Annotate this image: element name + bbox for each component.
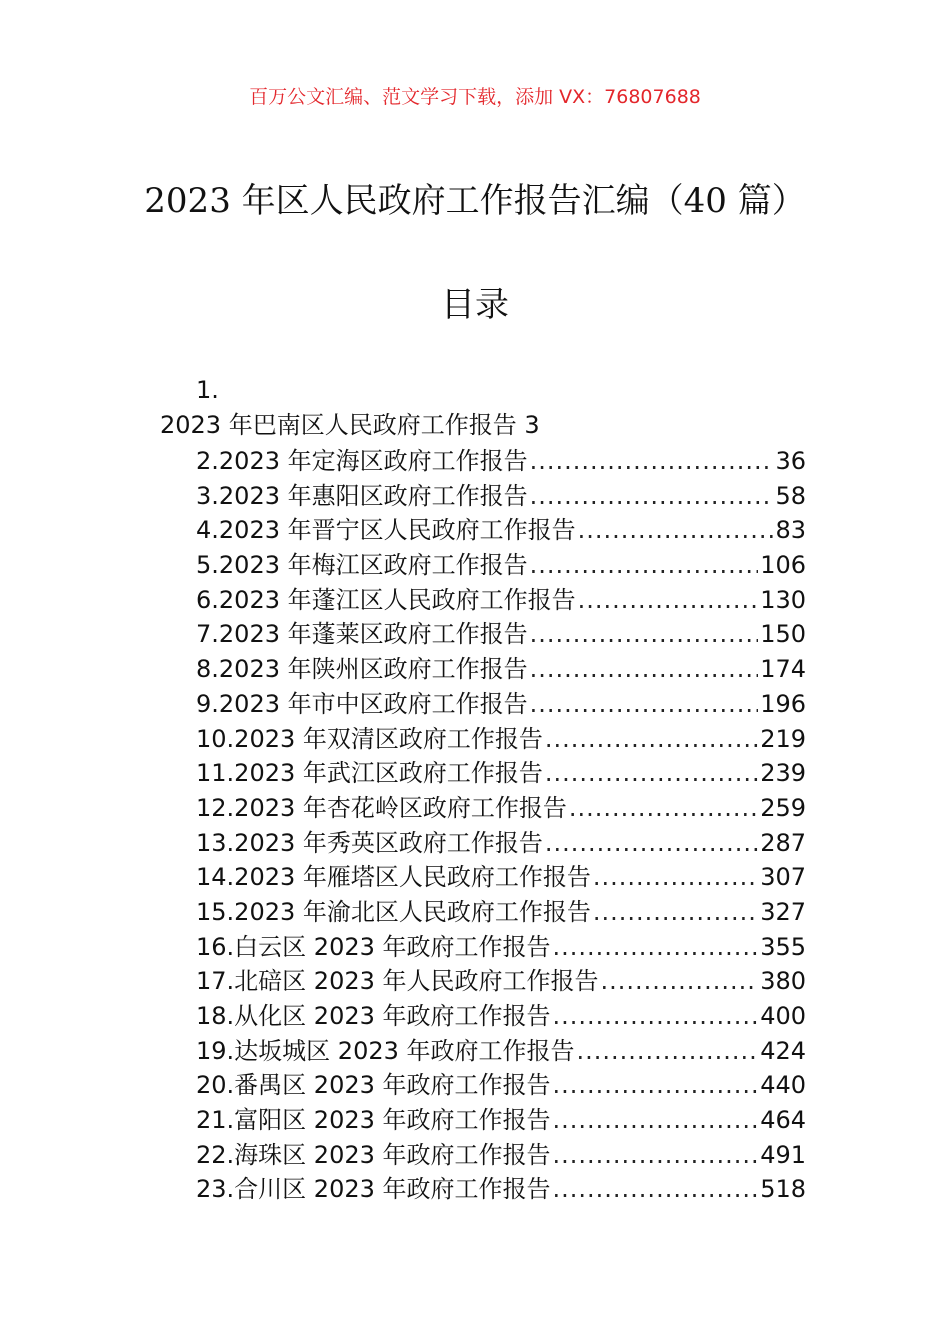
toc-entry[interactable] [196, 861, 806, 896]
header-promo-note: 百万公文汇编、范文学习下载，添加 VX：76807688 [249, 86, 701, 108]
toc-entry-page-number: 287 [760, 828, 806, 857]
toc-dot-leader [530, 480, 774, 512]
toc-entry-title: 20.番禺区 2023 年政府工作报告 [196, 1071, 551, 1100]
toc-dot-leader [593, 896, 758, 928]
toc-entry-title: 18.从化区 2023 年政府工作报告 [196, 1002, 551, 1030]
toc-entry-title: 15.2023 年渝北区人民政府工作报告 [196, 897, 591, 926]
toc-dot-leader [530, 688, 759, 720]
toc-dot-leader [553, 1069, 759, 1101]
toc-entry[interactable] [196, 896, 806, 931]
toc-dot-leader [553, 1139, 759, 1171]
toc-entry-page-number: 106 [760, 551, 806, 580]
toc-entry-page-number: 83 [775, 516, 806, 545]
toc-entry[interactable] [196, 653, 806, 688]
toc-entry-page-number: 259 [760, 793, 806, 822]
toc-entry-page-number: 380 [760, 967, 806, 996]
toc-entry-page-number: 36 [775, 447, 806, 475]
toc-entry[interactable] [196, 618, 806, 653]
toc-entry-title: 10.2023 年双清区政府工作报告 [196, 724, 543, 753]
toc-entry[interactable] [196, 549, 806, 584]
toc-dot-leader [578, 584, 759, 616]
toc-first-entry-number[interactable]: 1. [196, 376, 219, 404]
toc-entry[interactable] [196, 514, 806, 549]
toc-entry-page-number: 518 [760, 1175, 806, 1204]
toc-entry-title: 11.2023 年武江区政府工作报告 [196, 759, 543, 788]
toc-entry-title: 6.2023 年蓬江区人民政府工作报告 [196, 585, 576, 614]
toc-entry-title: 13.2023 年秀英区政府工作报告 [196, 828, 543, 857]
toc-dot-leader [601, 965, 759, 997]
toc-entry-title: 21.富阳区 2023 年政府工作报告 [196, 1106, 551, 1135]
toc-dot-leader [569, 792, 758, 824]
toc-entry-page-number: 327 [760, 897, 806, 926]
toc-entry-title: 8.2023 年陕州区政府工作报告 [196, 655, 528, 684]
toc-entry[interactable] [196, 688, 806, 723]
toc-entry[interactable] [196, 723, 806, 758]
toc-entry[interactable] [196, 1139, 806, 1174]
toc-entry-page-number: 355 [760, 932, 806, 961]
toc-entry[interactable] [196, 480, 806, 515]
toc-entry[interactable] [196, 445, 806, 480]
toc-entry-page-number: 464 [760, 1106, 806, 1135]
toc-dot-leader [577, 1035, 759, 1067]
toc-list [196, 445, 806, 1208]
toc-entry[interactable] [196, 965, 806, 1000]
toc-dot-leader [553, 1000, 759, 1032]
toc-entry[interactable] [196, 827, 806, 862]
toc-entry[interactable] [196, 1173, 806, 1208]
toc-dot-leader [553, 1104, 759, 1136]
toc-entry[interactable] [196, 1069, 806, 1104]
toc-entry-title: 9.2023 年市中区政府工作报告 [196, 689, 528, 718]
toc-entry-title: 17.北碚区 2023 年人民政府工作报告 [196, 967, 599, 996]
toc-entry-page-number: 424 [760, 1036, 806, 1065]
toc-dot-leader [553, 1173, 759, 1205]
toc-entry-page-number: 219 [760, 724, 806, 753]
toc-dot-leader [578, 514, 774, 546]
toc-entry-title: 14.2023 年雁塔区人民政府工作报告 [196, 863, 591, 892]
toc-dot-leader [530, 445, 774, 477]
document-title: 2023 年区人民政府工作报告汇编（40 篇） [144, 181, 806, 221]
toc-entry-title: 22.海珠区 2023 年政府工作报告 [196, 1140, 551, 1169]
toc-dot-leader [530, 549, 759, 581]
toc-dot-leader [545, 723, 758, 755]
toc-dot-leader [530, 653, 759, 685]
toc-entry-title: 3.2023 年惠阳区政府工作报告 [196, 481, 528, 510]
toc-entry-page-number: 400 [760, 1002, 806, 1030]
toc-dot-leader [545, 827, 758, 859]
toc-entry-page-number: 307 [760, 863, 806, 892]
toc-entry-title: 16.白云区 2023 年政府工作报告 [196, 932, 551, 961]
toc-entry-title: 7.2023 年蓬莱区政府工作报告 [196, 620, 528, 649]
toc-entry[interactable] [196, 1035, 806, 1070]
toc-entry-title: 5.2023 年梅江区政府工作报告 [196, 551, 528, 580]
toc-entry-title: 4.2023 年晋宁区人民政府工作报告 [196, 516, 576, 545]
toc-entry-title: 12.2023 年杏花岭区政府工作报告 [196, 793, 567, 822]
toc-entry-title: 2.2023 年定海区政府工作报告 [196, 447, 528, 475]
toc-dot-leader [593, 861, 758, 893]
toc-entry[interactable] [196, 931, 806, 966]
toc-entry-page-number: 239 [760, 759, 806, 788]
toc-entry-title: 19.达坂城区 2023 年政府工作报告 [196, 1036, 575, 1065]
toc-entry-page-number: 440 [760, 1071, 806, 1100]
toc-entry-title: 23.合川区 2023 年政府工作报告 [196, 1175, 551, 1204]
toc-entry[interactable] [196, 1104, 806, 1139]
toc-first-entry-title[interactable]: 2023 年巴南区人民政府工作报告 3 [160, 411, 540, 439]
toc-entry-page-number: 491 [760, 1140, 806, 1169]
toc-entry-page-number: 58 [775, 481, 806, 510]
toc-dot-leader [530, 618, 759, 650]
toc-entry-page-number: 174 [760, 655, 806, 684]
toc-dot-leader [553, 931, 759, 963]
toc-entry[interactable] [196, 584, 806, 619]
toc-entry[interactable] [196, 792, 806, 827]
toc-entry-page-number: 130 [760, 585, 806, 614]
toc-entry-page-number: 196 [760, 689, 806, 718]
toc-entry-page-number: 150 [760, 620, 806, 649]
toc-heading: 目录 [441, 285, 509, 325]
toc-entry[interactable] [196, 757, 806, 792]
toc-entry[interactable] [196, 1000, 806, 1035]
toc-dot-leader [545, 757, 758, 789]
